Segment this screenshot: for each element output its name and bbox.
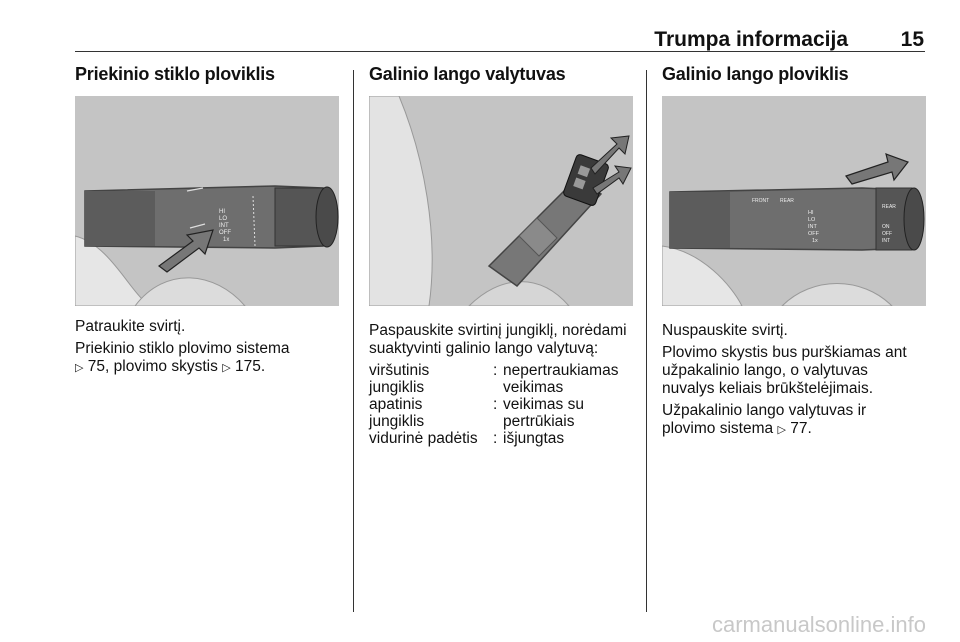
reference-text: Priekinio stiklo plovimo sistema ▷ 75, plovimo skystis ▷ 175. xyxy=(75,340,290,375)
rear-wiper-stalk-illustration xyxy=(369,96,633,306)
table-row: vidurinė padėtis : išjungtas xyxy=(369,430,565,447)
rear-washer-text xyxy=(662,322,932,443)
page-ref-icon: ▷ xyxy=(222,362,231,374)
label-rear: REAR xyxy=(780,198,794,204)
label-rear-ring: REAR xyxy=(882,204,896,210)
label-1x: 1x xyxy=(223,237,230,243)
label-on: ON xyxy=(882,224,890,230)
label-lo: LO xyxy=(219,216,228,222)
page-number: 15 xyxy=(900,28,924,51)
label-off: OFF xyxy=(219,230,231,236)
label-int-ring: INT xyxy=(882,238,891,244)
label-off-ring: OFF xyxy=(882,231,892,237)
label-1x: 1x xyxy=(812,238,818,244)
column-rear-wiper xyxy=(369,64,637,447)
label-off: OFF xyxy=(808,231,819,237)
page-ref-icon: ▷ xyxy=(75,362,84,374)
column-front-washer xyxy=(75,64,345,375)
instruction-text: Patraukite svirtį. xyxy=(75,318,186,335)
switch-position-table xyxy=(369,362,618,447)
column-divider xyxy=(353,70,354,612)
section-title: Trumpa informacija xyxy=(654,28,848,51)
section-heading: Galinio lango valytuvas xyxy=(369,64,566,84)
table-row: apatinis jungiklis : veikimas su pertrūkiais xyxy=(369,396,584,430)
column-rear-washer xyxy=(662,64,932,437)
label-front: FRONT xyxy=(752,198,770,204)
instruction-text: Paspauskite svirtinį jungiklį, norėdami suaktyvinti galinio lango valytuvą: xyxy=(369,322,627,357)
label-int: INT xyxy=(219,223,229,229)
label-int: INT xyxy=(808,224,817,230)
figure-rear-wiper xyxy=(369,96,633,306)
section-heading: Priekinio stiklo ploviklis xyxy=(75,64,275,84)
figure-rear-washer xyxy=(662,96,926,306)
rear-washer-stalk-illustration xyxy=(662,96,926,306)
page-ref-icon: ▷ xyxy=(777,424,786,436)
header-rule xyxy=(75,51,925,52)
table-row: viršutinis jungiklis : nepertraukiamas veikimas xyxy=(369,362,619,396)
front-washer-text xyxy=(75,318,345,381)
rear-wiper-text xyxy=(369,322,637,447)
page-header xyxy=(0,0,960,52)
label-hi: HI xyxy=(219,209,225,215)
watermark: carmanualsonline.info xyxy=(711,612,926,637)
instruction-text: Nuspauskite svirtį. xyxy=(662,322,788,339)
column-divider xyxy=(646,70,647,612)
reference-text: Užpakalinio lango valytuvas ir plovimo sistema ▷ 77. xyxy=(662,402,867,437)
wiper-stalk-illustration xyxy=(75,96,339,306)
label-lo: LO xyxy=(808,217,816,223)
section-heading: Galinio lango ploviklis xyxy=(662,64,849,84)
description-text: Plovimo skystis bus purškiamas ant užpakalinio lango, o valytuvas nuvalys keliais brūkštelėjimais. xyxy=(662,344,907,397)
figure-front-washer xyxy=(75,96,339,306)
label-hi: HI xyxy=(808,210,814,216)
